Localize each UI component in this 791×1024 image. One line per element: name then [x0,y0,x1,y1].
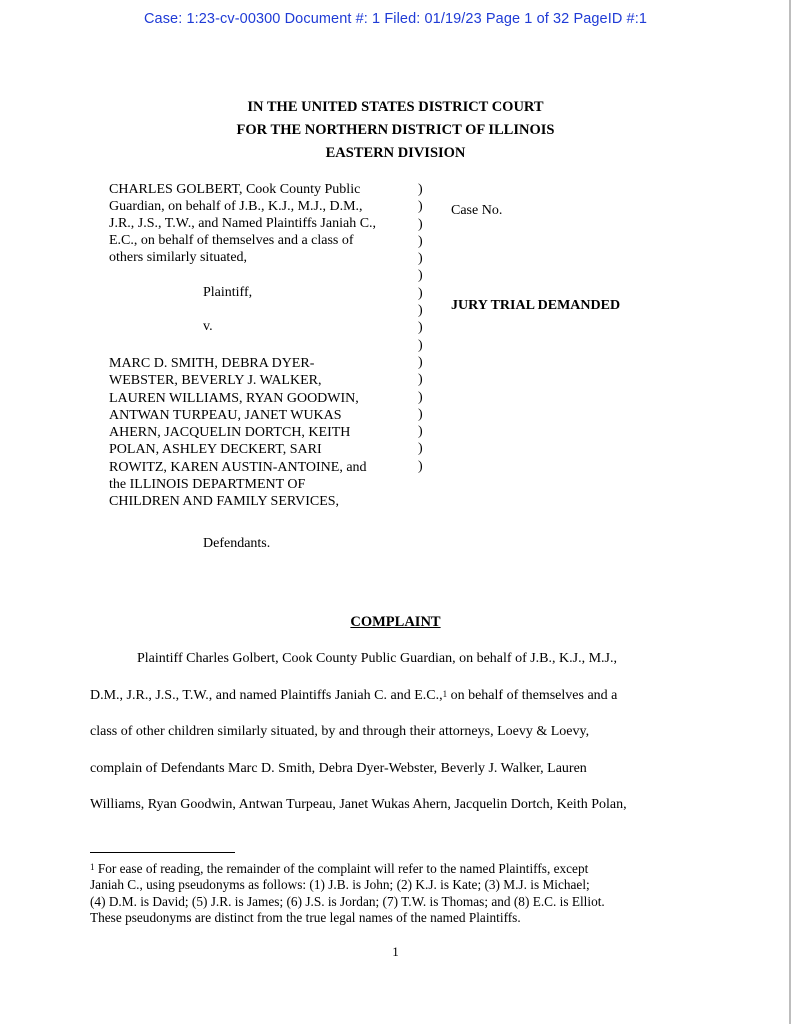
court-heading-line: EASTERN DIVISION [325,145,466,161]
case-number-label: Case No. [451,203,503,218]
caption-paren: ) [418,424,423,440]
body-line-text: D.M., J.R., J.S., T.W., and named Plaintiffs Janiah C. and E.C., [90,687,443,703]
footnote-separator [90,852,235,853]
footnote-line: Janiah C., using pseudonyms as follows: (1) J.B. is John; (2) K.J. is Kate; (3) M.J. is Michael; [90,877,590,893]
caption-paren: ) [418,199,423,215]
body-line-text: on behalf of themselves and a [447,687,618,703]
filing-header-stamp: Case: 1:23-cv-00300 Document #: 1 Filed: 01/19/23 Page 1 of 32 PageID #:1 [143,11,648,27]
body-line: class of other children similarly situated, by and through their attorneys, Loevy & Loevy, [90,724,590,739]
versus-label: v. [203,319,213,334]
caption-line: MARC D. SMITH, DEBRA DYER- [109,356,315,371]
footnote-marker: 1 [90,862,95,872]
caption-line: others similarly situated, [109,250,248,265]
caption-paren: ) [418,458,423,474]
caption-line: ANTWAN TURPEAU, JANET WUKAS [109,407,342,423]
defendant-caption [109,355,409,511]
court-heading-line: FOR THE NORTHERN DISTRICT OF ILLINOIS [236,122,555,138]
footnote-line: These pseudonyms are distinct from the true legal names of the named Plaintiffs. [90,909,521,925]
caption-line: E.C., on behalf of themselves and a class of [109,233,354,248]
jury-trial-demand: JURY TRIAL DEMANDED [451,298,621,313]
caption-line: J.R., J.S., T.W., and Named Plaintiffs Janiah C., [109,216,377,231]
caption-line: CHARLES GOLBERT, Cook County Public [109,182,361,197]
court-heading-line: IN THE UNITED STATES DISTRICT COURT [247,99,544,115]
body-line: Williams, Ryan Goodwin, Antwan Turpeau, Janet Wukas Ahern, Jacquelin Dortch, Keith Polan, [90,797,627,812]
plaintiff-caption [109,181,409,266]
page-number: 1 [392,944,399,959]
caption-line: Guardian, on behalf of J.B., K.J., M.J., D.M., [109,199,363,214]
caption-paren: ) [418,354,423,370]
caption-line: AHERN, JACQUELIN DORTCH, KEITH [109,425,351,441]
complaint-body [90,644,705,827]
caption-paren: ) [418,337,423,353]
footnote-line [90,861,705,877]
body-line: Plaintiff Charles Golbert, Cook County Public Guardian, on behalf of J.B., K.J., M.J., [137,651,617,666]
caption-line: WEBSTER, BEVERLY J. WALKER, [109,373,322,389]
caption-paren: ) [418,216,423,232]
caption-line: the ILLINOIS DEPARTMENT OF [109,477,306,493]
caption-paren: ) [418,320,423,336]
plaintiff-label: Plaintiff, [203,285,253,300]
caption-line: LAUREN WILLIAMS, RYAN GOODWIN, [109,390,359,406]
caption-paren: ) [418,406,423,422]
body-line [90,681,705,718]
court-heading [0,96,791,165]
footnote [90,861,705,926]
caption-line: POLAN, ASHLEY DECKERT, SARI [109,442,322,458]
caption-paren: ) [418,251,423,267]
caption-paren: ) [418,182,423,197]
caption-paren: ) [418,389,423,405]
caption-paren: ) [418,233,423,249]
complaint-title: COMPLAINT [350,614,441,630]
footnote-line: (4) D.M. is David; (5) J.R. is James; (6) J.S. is Jordan; (7) T.W. is Thomas; and (8) E.C. is Elliot. [90,893,605,909]
caption-parenthesis-column [418,181,423,475]
body-line: complain of Defendants Marc D. Smith, Debra Dyer-Webster, Beverly J. Walker, Lauren [90,760,587,776]
caption-paren: ) [418,303,423,319]
footnote-text: For ease of reading, the remainder of the complaint will refer to the named Plaintiffs, except [94,861,589,876]
caption-paren: ) [418,268,423,284]
caption-paren: ) [418,441,423,457]
caption-line: ROWITZ, KAREN AUSTIN-ANTOINE, and [109,459,367,475]
footnote-reference[interactable]: 1 [442,688,448,699]
caption-paren: ) [418,372,423,388]
caption-line: CHILDREN AND FAMILY SERVICES, [109,494,340,510]
caption-paren: ) [418,285,423,301]
defendants-label: Defendants. [203,536,271,551]
